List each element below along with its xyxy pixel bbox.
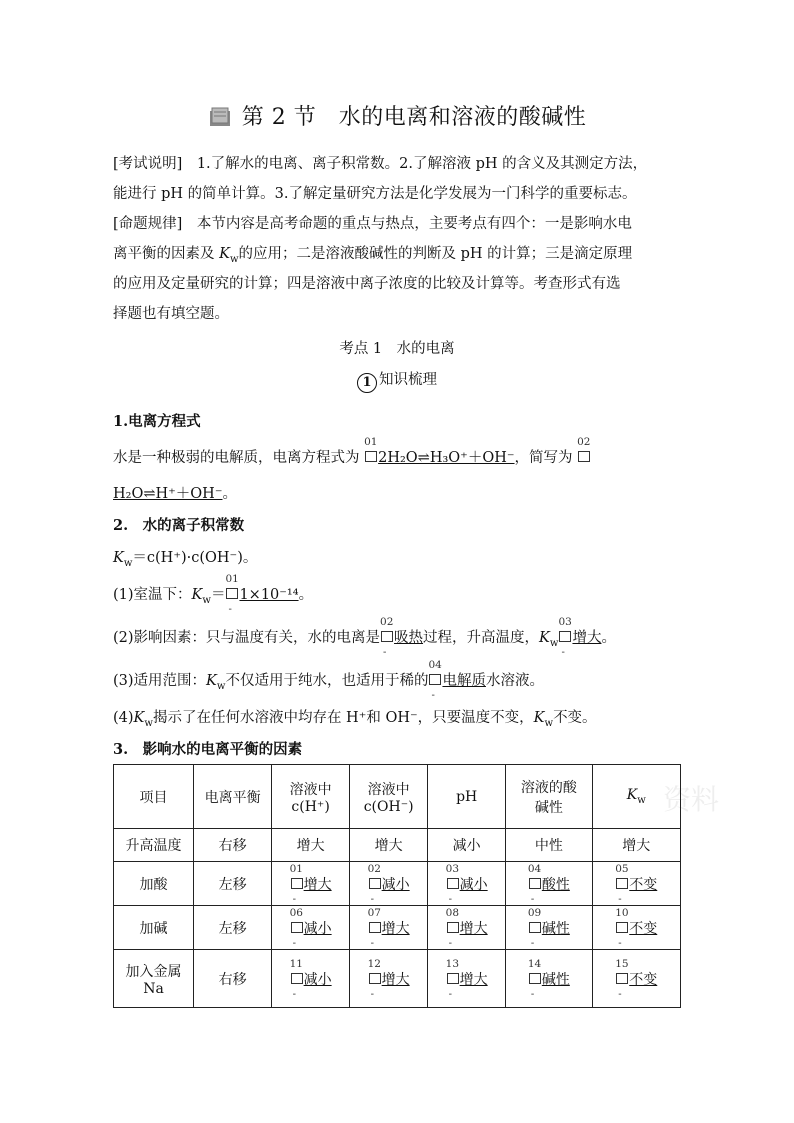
table-cell: 05 - 不变 — [592, 862, 681, 906]
punctuation: 。 — [601, 630, 616, 646]
blank-box-icon — [616, 878, 628, 889]
blank-box-icon — [291, 973, 303, 984]
kaodian-heading: 考点 1 水的电离 — [339, 341, 455, 357]
table-cell: 左移 — [194, 862, 272, 906]
answer-text: 吸热 — [394, 630, 424, 646]
table-cell: 加碱 — [114, 906, 194, 950]
blank-box-icon — [226, 588, 238, 599]
kw-symbol: K — [206, 673, 217, 689]
kw-subscript: w — [144, 717, 153, 729]
table-row — [114, 829, 681, 862]
ionization-factors-table — [113, 764, 681, 1008]
blank-box-icon — [529, 973, 541, 984]
blank-box-icon — [381, 631, 393, 642]
blank-marker — [364, 436, 378, 465]
blank-box-icon — [291, 878, 303, 889]
item-text: 水溶液。 — [485, 673, 544, 689]
kw-subscript: w — [123, 557, 133, 569]
item-4 — [113, 706, 597, 729]
sec1-line-1 — [113, 436, 591, 467]
table-cell: 右移 — [194, 950, 272, 1008]
item-text: (4) — [113, 710, 134, 726]
kw-subscript: w — [216, 680, 226, 692]
item-2 — [113, 616, 616, 658]
item-text: ＝ — [210, 587, 226, 603]
blank-box-icon — [369, 922, 381, 933]
blank-number: 02 — [380, 616, 394, 628]
item-text: 不仅适用于纯水，也适用于稀的 — [225, 673, 429, 689]
item-text: 不变。 — [553, 710, 597, 726]
table-cell: 增大 — [272, 829, 350, 862]
book-icon — [208, 107, 232, 127]
item-3 — [113, 659, 544, 701]
sec2-heading: 2. 水的离子积常数 — [113, 517, 245, 534]
item-1 — [113, 573, 314, 615]
blank-box-icon — [365, 451, 377, 462]
kw-subscript: w — [229, 253, 239, 265]
table-cell: 13 - 增大 — [428, 950, 506, 1008]
kw-symbol: K — [219, 246, 230, 262]
knowledge-label: 知识梳理 — [379, 372, 437, 388]
rule-line-2 — [113, 242, 632, 265]
sec1-heading: 1.电离方程式 — [113, 413, 201, 430]
header-cell: 电离平衡 — [194, 765, 272, 829]
dash-mark: - — [561, 647, 565, 658]
blank-box-icon — [447, 973, 459, 984]
blank-marker — [428, 659, 442, 701]
blank-box-icon — [447, 878, 459, 889]
blank-marker — [558, 616, 572, 658]
punctuation: 。 — [222, 486, 237, 502]
blank-number: 04 — [428, 659, 442, 671]
table-cell: 06 - 减小 — [272, 906, 350, 950]
dash-mark: - — [383, 647, 387, 658]
answer-text: 1×10⁻¹⁴ — [239, 587, 299, 603]
blank-box-icon — [291, 922, 303, 933]
rule-line-3 — [113, 272, 621, 293]
header-cell: 溶液中 c(OH⁻) — [350, 765, 428, 829]
table-cell: 右移 — [194, 829, 272, 862]
kw-subscript: w — [202, 594, 211, 606]
kw-definition-text: ＝c(H⁺)·c(OH⁻)。 — [132, 550, 258, 566]
blank-box-icon — [369, 878, 381, 889]
table-cell: 09 - 碱性 — [506, 906, 592, 950]
table-cell: 11 - 减小 — [272, 950, 350, 1008]
sec1-text: 水是一种极弱的电解质，电离方程式为 — [113, 450, 365, 466]
blank-box-icon — [616, 973, 628, 984]
rule-line-4 — [113, 302, 229, 323]
answer-text: 2H₂O⇌H₃O⁺＋OH⁻ — [378, 450, 515, 466]
sec1-line-2 — [113, 482, 237, 503]
blank-box-icon — [429, 674, 441, 685]
punctuation: 。 — [298, 587, 314, 603]
sec1-text: ，简写为 — [514, 450, 578, 466]
exam-note-line-1 — [113, 152, 647, 173]
exam-note-line-2 — [113, 182, 636, 203]
table-row — [114, 906, 681, 950]
answer-text: 增大 — [572, 630, 602, 646]
table-cell: 增大 — [592, 829, 681, 862]
header-cell: 溶液中 c(H⁺) — [272, 765, 350, 829]
blank-box-icon — [616, 922, 628, 933]
rule-label: [命题规律] — [113, 216, 183, 232]
rule-text: 本节内容是高考命题的重点与热点，主要考点有四个：一是影响水电 — [196, 216, 632, 232]
blank-number: 01 — [364, 436, 378, 448]
answer-text: H₂O⇌H⁺＋OH⁻ — [113, 486, 223, 502]
blank-number: 02 — [577, 436, 591, 448]
table-cell: 减小 — [428, 829, 506, 862]
header-cell: 项目 — [114, 765, 194, 829]
kw-symbol: K — [533, 710, 545, 726]
rule-line-1 — [113, 212, 632, 233]
watermark: 资料 — [662, 783, 719, 816]
table-cell: 14 - 碱性 — [506, 950, 592, 1008]
section-title — [0, 100, 794, 131]
item-text: (3)适用范围： — [113, 673, 207, 689]
table-cell: 07 - 增大 — [350, 906, 428, 950]
blank-box-icon — [447, 922, 459, 933]
table-cell: 增大 — [350, 829, 428, 862]
table-cell: 升高温度 — [114, 829, 194, 862]
table-row — [114, 950, 681, 1008]
kw-symbol: K — [113, 550, 124, 566]
exam-note-label: [考试说明] — [113, 156, 183, 172]
exam-note-text: 1.了解水的电离、离子积常数。2.了解溶液 pH 的含义及其测定方法， — [196, 156, 648, 172]
rule-text: 的应用；二是溶液酸碱性的判断及 pH 的计算；三是滴定原理 — [238, 246, 633, 262]
blank-marker — [225, 573, 239, 615]
knowledge-heading — [0, 368, 794, 393]
item-text: (1)室温下： — [113, 587, 192, 603]
table-cell: 08 - 增大 — [428, 906, 506, 950]
table-row — [114, 862, 681, 906]
table-cell: 10 - 不变 — [592, 906, 681, 950]
table-cell: 03 - 减小 — [428, 862, 506, 906]
sec3-heading: 3. 影响水的电离平衡的因素 — [113, 741, 303, 758]
table-cell: 04 - 酸性 — [506, 862, 592, 906]
item-text: 过程，升高温度， — [423, 630, 540, 646]
blank-box-icon — [529, 922, 541, 933]
table-cell: 中性 — [506, 829, 592, 862]
blank-number: 01 — [225, 573, 239, 585]
rule-text: 的应用及定量研究的计算；四是溶液中离子浓度的比较及计算等。考查形式有选 — [113, 276, 621, 292]
header-cell: $K_w$ — [592, 765, 681, 829]
dash-mark: - — [431, 690, 435, 701]
blank-box-icon — [578, 451, 590, 462]
table-cell: 加酸 — [114, 862, 194, 906]
table-cell: 01 - 增大 — [272, 862, 350, 906]
rule-text: 择题也有填空题。 — [113, 306, 229, 322]
kw-symbol: K — [539, 630, 550, 646]
circled-number: 1 — [357, 373, 377, 393]
header-cell: 溶液的酸 碱性 — [506, 765, 592, 829]
table-header-row — [114, 765, 681, 829]
blank-box-icon — [529, 878, 541, 889]
table-cell: 02 - 减小 — [350, 862, 428, 906]
table-cell: 12 - 增大 — [350, 950, 428, 1008]
kw-subscript: w — [549, 637, 559, 649]
table-cell: 加入金属 Na — [114, 950, 194, 1008]
kw-subscript: w — [544, 717, 554, 729]
blank-marker — [577, 436, 591, 465]
header-cell: pH — [428, 765, 506, 829]
exam-note-text: 能进行 pH 的简单计算。3.了解定量研究方法是化学发展为一门科学的重要标志。 — [113, 186, 637, 202]
kw-symbol: K — [191, 587, 203, 603]
blank-marker — [380, 616, 394, 658]
table-cell: 15 - 不变 — [592, 950, 681, 1008]
answer-text: 电解质 — [442, 673, 486, 689]
blank-number: 03 — [558, 616, 572, 628]
kw-symbol: K — [133, 710, 145, 726]
rule-text: 离平衡的因素及 — [113, 246, 220, 262]
title-text: 第 2 节 水的电离和溶液的酸碱性 — [241, 105, 587, 130]
table-cell: 左移 — [194, 906, 272, 950]
kw-definition — [113, 546, 257, 569]
blank-box-icon — [369, 973, 381, 984]
item-text: 揭示了在任何水溶液中均存在 H⁺和 OH⁻，只要温度不变， — [152, 710, 534, 726]
item-text: (2)影响因素：只与温度有关，水的电离是 — [113, 630, 381, 646]
dash-mark: - — [228, 604, 232, 615]
blank-box-icon — [559, 631, 571, 642]
